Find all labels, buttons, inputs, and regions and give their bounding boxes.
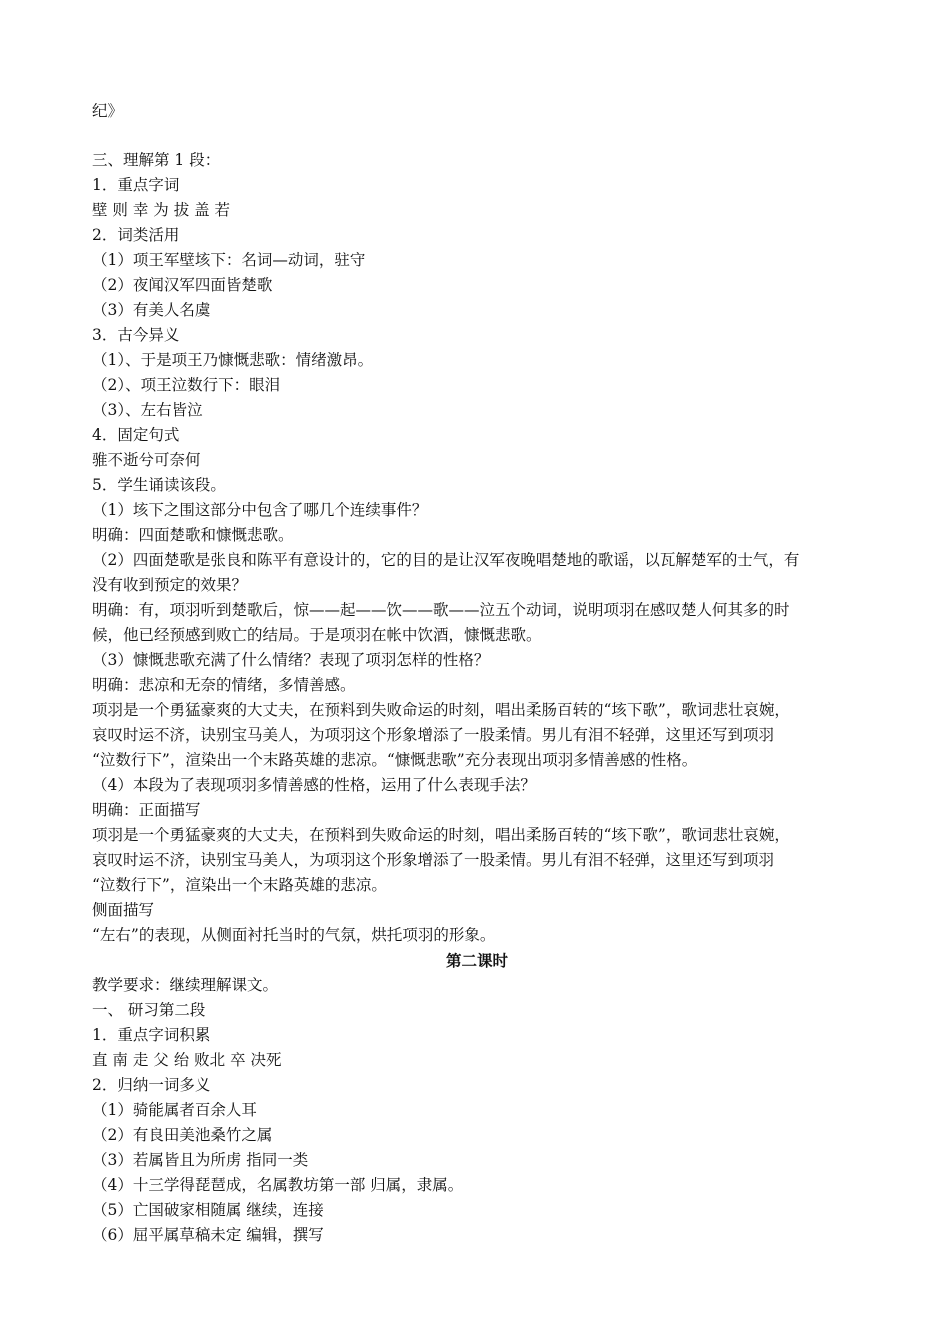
text-line: 项羽是一个勇猛豪爽的大丈夫，在预料到失败命运的时刻，唱出柔肠百转的“垓下歌”，歌词悲壮哀婉，: [92, 826, 790, 844]
section-title: 三、理解第 1 段：: [92, 151, 221, 169]
text-line: 1．重点字词: [92, 176, 180, 194]
text-line: 侧面描写: [92, 901, 155, 919]
text-line: （4）十三学得琵琶成，名属教坊第一部 归属，隶属。: [92, 1176, 464, 1194]
text-line: （2）夜闻汉军四面皆楚歌: [92, 276, 273, 294]
text-line: （3）、左右皆泣: [92, 401, 203, 419]
text-line: 一、 研习第二段: [92, 1001, 206, 1019]
text-line: （3）若属皆且为所虏 指同一类: [92, 1151, 309, 1169]
text-line: “左右”的表现，从侧面衬托当时的气氛，烘托项羽的形象。: [92, 926, 496, 944]
paragraph-gap: [92, 124, 862, 148]
text-line: 候，他已经预感到败亡的结局。于是项羽在帐中饮酒，慷慨悲歌。: [92, 626, 542, 644]
text-line: （6）屈平属草稿未定 编辑，撰写: [92, 1226, 324, 1244]
text-line: 没有收到预定的效果？: [92, 576, 248, 594]
text-line: （1）垓下之围这部分中包含了哪几个连续事件？: [92, 501, 428, 519]
text-line: 2．词类活用: [92, 226, 180, 244]
text-line: 直 南 走 父 绐 败北 卒 决死: [92, 1051, 282, 1069]
text-line: 骓不逝兮可奈何: [92, 451, 201, 469]
text-line: （3）慷慨悲歌充满了什么情绪？表现了项羽怎样的性格？: [92, 651, 490, 669]
text-line: “泣数行下”，渲染出一个末路英雄的悲凉。“慷慨悲歌”充分表现出项羽多情善感的性格。: [92, 751, 698, 769]
text-line: （5）亡国破家相随属 继续，连接: [92, 1201, 324, 1219]
text-line: 教学要求：继续理解课文。: [92, 976, 279, 994]
text-line: （1）骑能属者百余人耳: [92, 1101, 257, 1119]
text-line: 5．学生诵读该段。: [92, 476, 226, 494]
text-line: 壁 则 幸 为 拔 盖 若: [92, 201, 231, 219]
text-line: （2）、项王泣数行下：眼泪: [92, 376, 281, 394]
text-line: 纪》: [92, 102, 124, 120]
text-line: 明确：有，项羽听到楚歌后，惊——起——饮——歌——泣五个动词，说明项羽在感叹楚人何其多的时: [92, 601, 790, 619]
text-line: （2）四面楚歌是张良和陈平有意设计的，它的目的是让汉军夜晚唱楚地的歌谣，以瓦解楚军的士气，有: [92, 551, 800, 569]
text-line: 哀叹时运不济，诀别宝马美人，为项羽这个形象增添了一股柔情。男儿有泪不轻弹，这里还写到项羽: [92, 726, 775, 744]
text-line: 明确：悲凉和无奈的情绪，多情善感。: [92, 676, 356, 694]
text-line: “泣数行下”，渲染出一个末路英雄的悲凉。: [92, 876, 387, 894]
document-body: [92, 99, 862, 1248]
text-line: 哀叹时运不济，诀别宝马美人，为项羽这个形象增添了一股柔情。男儿有泪不轻弹，这里还写到项羽: [92, 851, 775, 869]
text-line: 1．重点字词积累: [92, 1026, 211, 1044]
text-line: （1）、于是项王乃慷慨悲歌：情绪激昂。: [92, 351, 374, 369]
text-line: （1）项王军壁垓下：名词—动词，驻守: [92, 251, 366, 269]
text-line: （4）本段为了表现项羽多情善感的性格，运用了什么表现手法？: [92, 776, 536, 794]
text-line: 2．归纳一词多义: [92, 1076, 211, 1094]
text-line: 明确：正面描写: [92, 801, 201, 819]
text-line: 4．固定句式: [92, 426, 180, 444]
text-line: 明确：四面楚歌和慷慨悲歌。: [92, 526, 294, 544]
text-line: 3．古今异义: [92, 326, 180, 344]
text-line: （3）有美人名虞: [92, 301, 211, 319]
text-line: （2）有良田美池桑竹之属: [92, 1126, 273, 1144]
text-line: 项羽是一个勇猛豪爽的大丈夫，在预料到失败命运的时刻，唱出柔肠百转的“垓下歌”，歌词悲壮哀婉，: [92, 701, 790, 719]
lesson-heading: 第二课时: [445, 951, 508, 970]
